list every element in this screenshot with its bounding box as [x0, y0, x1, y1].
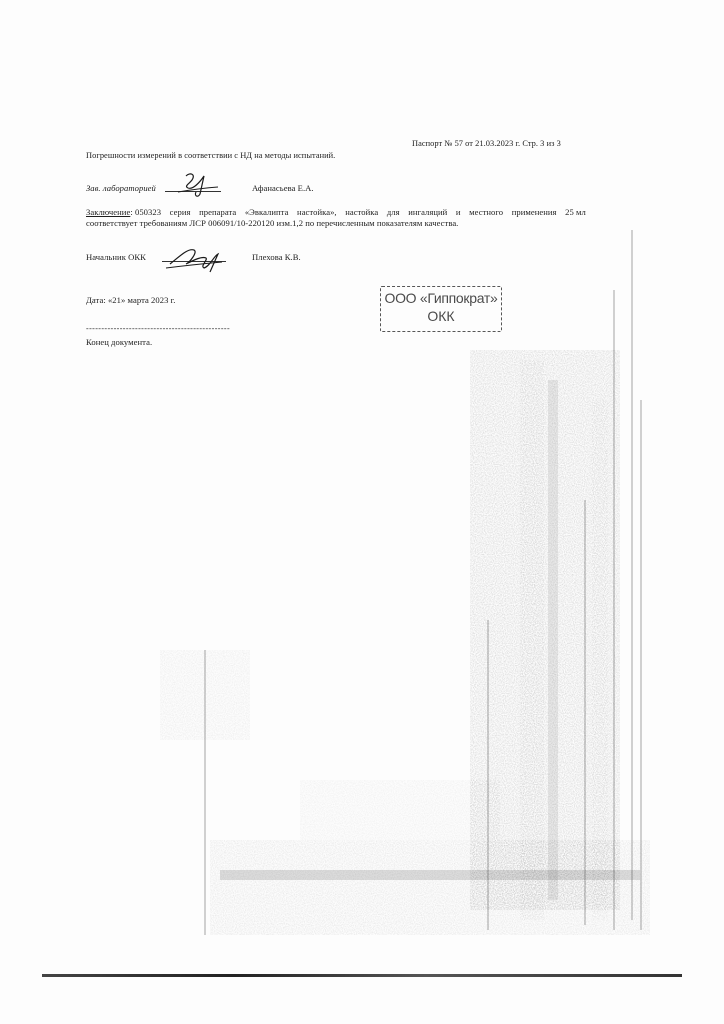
conclusion-line-2: соответствует требованиям ЛСР 006091/10-220120 изм.1,2 по перечисленным показателям качества. — [86, 218, 459, 228]
conclusion-word: настойка — [345, 207, 379, 217]
passport-header: Паспорт № 57 от 21.03.2023 г. Стр. 3 из 3 — [412, 139, 561, 148]
conclusion-word: для — [386, 207, 400, 217]
okk-head-name: Плехова К.В. — [252, 252, 301, 262]
conclusion-word: местного — [469, 207, 504, 217]
lab-head-name: Афанасьева Е.А. — [252, 183, 314, 193]
conclusion-label: Заключение — [86, 207, 131, 217]
conclusion-word: применения — [511, 207, 557, 217]
conclusion-word: 25 мл — [565, 207, 586, 217]
stamp-department: ОКК — [427, 308, 455, 324]
conclusion-word: «Эвкалипта — [244, 207, 289, 217]
conclusion-word: препарата — [199, 207, 237, 217]
conclusion-line-1: Заключение: 050323 серия препарата «Эвкалипта настойка», настойка для ингаляций и местного применения 25 мл — [86, 207, 586, 217]
document-date: Дата: «21» марта 2023 г. — [86, 295, 176, 305]
scan-bottom-edge — [42, 974, 682, 977]
conclusion-word: и — [455, 207, 461, 217]
conclusion-word: настойка», — [297, 207, 337, 217]
okk-head-role: Начальник ОКК — [86, 252, 146, 262]
measurement-errors-line: Погрешности измерений в соответствии с НД на методы испытаний. — [86, 151, 336, 160]
stamp-company: ООО «Гиппократ» — [384, 290, 498, 306]
conclusion-word: серия — [169, 207, 191, 217]
lab-head-role: Зав. лабораторией — [86, 183, 156, 193]
conclusion-word: 050323 — [134, 207, 162, 217]
end-of-document: Конец документа. — [86, 337, 153, 347]
separator-dashes: ----------------------------------------------- — [86, 324, 231, 333]
conclusion-word: ингаляций — [408, 207, 448, 217]
